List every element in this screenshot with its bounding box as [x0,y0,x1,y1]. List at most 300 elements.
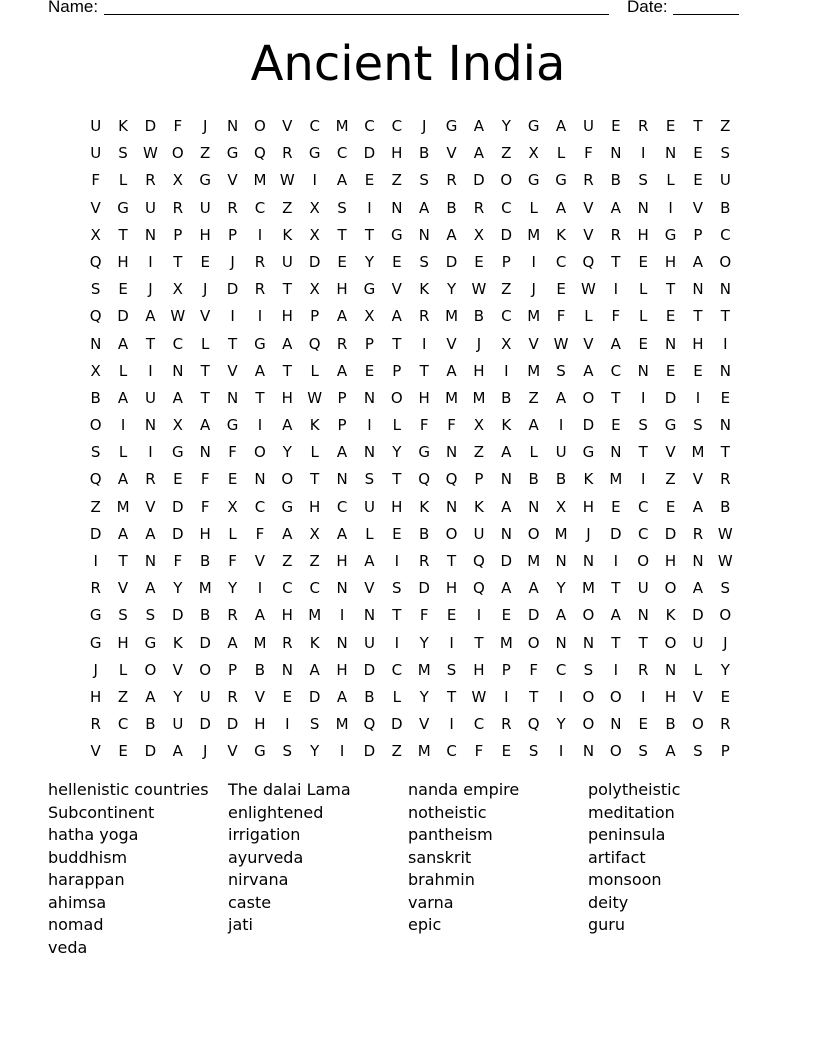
grid-letter: O [637,552,650,570]
grid-letter: M [335,715,349,734]
grid-letter: J [202,117,208,135]
grid-letter: C [309,579,320,598]
grid-letter: I [558,687,564,706]
grid-letter: A [555,388,567,407]
grid-letter: V [254,552,266,570]
grid-letter: A [254,606,266,625]
grid-letter: W [471,280,487,299]
grid-letter: O [500,171,513,190]
grid-letter: U [637,579,649,598]
grid-letter: N [582,742,595,761]
word-list-item: nomad [48,915,104,934]
grid-letter: I [394,633,400,652]
grid-letter: G [199,171,211,190]
grid-letter: F [611,307,621,326]
grid-letter: V [446,334,457,353]
grid-letter: M [609,470,623,489]
grid-letter: J [586,524,591,543]
grid-letter: D [199,633,211,652]
grid-letter: O [719,252,732,271]
grid-letter: E [227,470,238,489]
grid-letter: R [227,606,238,625]
grid-letter: G [582,443,595,462]
grid-letter: A [145,687,156,706]
grid-letter: N [719,361,731,380]
grid-letter: X [90,225,101,244]
grid-row [82,738,739,765]
grid-letter: I [613,552,619,570]
word-list-item: ahimsa [48,892,107,912]
grid-row [82,630,739,657]
grid-letter: Y [556,715,566,734]
grid-letter: X [528,144,539,163]
grid-letter: I [394,552,400,570]
grid-letter: I [504,687,509,706]
grid-letter: E [693,171,703,190]
grid-letter: P [310,307,320,326]
grid-letter: Z [309,552,320,570]
grid-row [82,358,739,385]
grid-letter: A [282,334,293,353]
grid-letter: L [392,416,401,435]
grid-letter: B [419,524,430,543]
grid-letter: V [583,334,594,353]
grid-letter: N [555,633,567,652]
grid-letter: R [282,633,293,652]
grid-letter: O [199,660,212,679]
grid-letter: D [172,524,184,543]
word-list-item: nirvana [228,870,289,889]
grid-letter: K [419,497,430,516]
grid-letter: A [145,579,156,598]
grid-letter: P [392,361,402,380]
grid-letter: F [228,552,237,570]
grid-letter: X [172,416,183,435]
grid-letter: N [664,334,677,353]
grid-letter: D [308,687,321,706]
grid-letter: O [254,443,266,462]
grid-letter: M [527,552,541,570]
grid-row [82,602,739,629]
grid-letter: X [309,198,320,217]
grid-letter: U [363,497,375,516]
grid-letter: N [172,361,184,380]
grid-letter: G [226,416,239,435]
grid-letter: A [555,606,567,625]
grid-row [82,684,739,711]
grid-letter: H [281,606,293,625]
grid-letter: Y [556,579,566,598]
grid-letter: P [173,225,183,244]
grid-letter: S [638,742,648,761]
grid-letter: T [392,334,402,353]
grid-letter: X [90,361,101,380]
grid-letter: X [364,307,375,326]
grid-letter: N [610,144,622,163]
grid-letter: S [309,715,320,734]
grid-letter: C [637,497,649,516]
grid-letter: A [254,361,266,380]
grid-letter: N [664,660,677,679]
grid-row [82,222,739,249]
word-list-item: sanskrit [408,847,472,867]
grid-letter: I [640,470,646,489]
grid-letter: A [336,307,348,326]
grid-letter: X [172,171,183,190]
grid-letter: O [445,524,458,543]
grid-letter: D [391,715,403,734]
grid-letter: S [556,361,566,380]
grid-letter: N [363,388,376,407]
grid-letter: Y [501,117,511,135]
grid-letter: T [611,579,621,598]
grid-letter: M [417,660,431,679]
grid-letter: X [501,334,512,353]
grid-letter: V [364,579,375,598]
grid-letter: G [117,198,129,217]
grid-letter: O [692,715,704,734]
grid-letter: Y [173,687,183,706]
grid-letter: H [309,497,321,516]
grid-row [82,466,739,493]
grid-letter: D [582,416,595,435]
grid-letter: P [474,470,484,489]
grid-letter: R [720,470,731,489]
grid-letter: N [281,660,293,679]
word-list-item: pantheism [408,825,493,844]
grid-letter: R [418,552,430,570]
grid-row [82,657,739,684]
grid-letter: L [639,280,648,299]
grid-letter: Z [282,552,293,570]
grid-letter: U [692,633,704,652]
grid-letter: V [172,660,183,679]
grid-row [82,385,739,412]
grid-letter: Y [446,280,457,299]
grid-letter: A [555,117,567,135]
grid-letter: T [392,470,402,489]
grid-letter: G [418,443,430,462]
grid-letter: V [90,742,101,761]
grid-letter: Z [473,443,485,462]
grid-letter: T [255,388,265,407]
grid-row [82,276,739,303]
grid-letter: I [339,742,345,761]
grid-letter: M [253,633,267,652]
grid-letter: T [310,470,320,489]
grid-letter: A [528,579,539,598]
grid-letter: E [693,144,703,163]
grid-letter: K [172,633,183,652]
grid-letter: G [391,225,403,244]
grid-letter: F [91,171,100,190]
grid-letter: T [118,552,128,570]
grid-letter: A [282,416,293,435]
grid-letter: C [610,361,622,380]
grid-letter: K [309,416,320,435]
grid-letter: P [337,388,347,407]
grid-row [82,575,739,602]
word-list-item: hatha yoga [48,825,139,844]
grid-letter: M [581,579,595,598]
grid-letter: V [227,742,238,761]
grid-letter: R [145,470,156,489]
grid-letter: D [172,606,184,625]
grid-letter: G [664,225,677,244]
grid-row [82,249,739,276]
grid-letter: D [308,252,321,271]
grid-letter: E [665,307,676,326]
grid-letter: Z [117,687,129,706]
grid-letter: I [421,334,427,353]
grid-letter: Z [501,144,512,163]
grid-letter: R [90,715,101,734]
grid-letter: A [473,117,485,135]
grid-letter: V [583,198,594,217]
grid-letter: I [695,388,701,407]
grid-letter: N [144,416,157,435]
grid-letter: S [118,606,128,625]
date-blank-line [673,14,739,15]
grid-letter: B [90,388,101,407]
grid-letter: T [419,361,429,380]
grid-letter: R [227,687,238,706]
grid-letter: V [227,361,238,380]
grid-letter: R [720,715,731,734]
grid-letter: I [148,361,153,380]
grid-letter: I [257,416,263,435]
grid-letter: T [364,225,375,244]
grid-letter: L [118,361,128,380]
grid-letter: M [472,388,486,407]
grid-letter: T [337,225,347,244]
grid-letter: A [473,144,485,163]
word-list-item: harappan [48,870,125,889]
grid-letter: S [337,198,347,217]
grid-letter: O [144,660,157,679]
grid-letter: I [257,307,263,326]
grid-letter: A [610,334,621,353]
grid-letter: D [418,579,430,598]
grid-letter: J [476,334,482,353]
grid-letter: G [172,443,184,462]
grid-letter: V [227,171,238,190]
grid-letter: C [336,144,348,163]
grid-letter: A [610,606,621,625]
grid-letter: N [445,443,458,462]
grid-letter: S [528,742,539,761]
grid-letter: K [118,117,128,135]
grid-letter: A [665,742,676,761]
grid-letter: T [282,361,292,380]
grid-letter: O [719,606,732,625]
grid-letter: O [89,416,102,435]
grid-letter: A [336,524,348,543]
grid-letter: V [446,144,457,163]
grid-letter: T [638,443,648,462]
grid-letter: I [531,252,536,271]
grid-letter: N [391,198,403,217]
grid-letter: P [364,334,374,353]
grid-letter: I [504,361,509,380]
grid-letter: Q [254,144,266,163]
grid-letter: Q [582,252,595,271]
grid-row [82,439,739,466]
grid-letter: H [637,225,649,244]
grid-letter: N [719,280,731,299]
grid-letter: Q [527,715,540,734]
grid-letter: X [309,280,320,299]
grid-letter: E [200,252,210,271]
grid-letter: O [281,470,294,489]
grid-letter: D [363,742,376,761]
grid-letter: M [554,524,568,543]
word-list-item: irrigation [228,825,301,844]
grid-letter: F [447,416,456,435]
grid-letter: G [363,280,376,299]
grid-letter: A [555,198,567,217]
grid-letter: U [199,198,211,217]
grid-letter: O [582,715,595,734]
grid-row [82,494,739,521]
grid-letter: F [173,552,183,570]
word-column [48,779,228,959]
grid-letter: N [144,552,157,570]
grid-letter: D [226,280,239,299]
grid-letter: H [117,633,129,652]
grid-letter: U [719,171,731,190]
grid-letter: G [254,742,266,761]
grid-letter: P [501,660,511,679]
grid-letter: V [117,579,129,598]
word-list-item: hellenistic countries [48,780,209,799]
grid-letter: L [310,443,319,462]
grid-letter: I [339,606,345,625]
grid-letter: D [473,171,485,190]
grid-letter: N [555,552,567,570]
name-blank-line [104,14,609,15]
grid-letter: V [692,687,704,706]
grid-letter: L [365,524,374,543]
grid-letter: H [199,225,211,244]
grid-letter: R [473,198,485,217]
grid-letter: N [692,280,704,299]
grid-letter: A [364,552,375,570]
grid-letter: S [419,171,429,190]
grid-letter: W [279,171,295,190]
grid-letter: H [473,660,485,679]
grid-letter: A [501,497,512,516]
grid-letter: V [419,715,430,734]
grid-letter: R [637,660,649,679]
grid-letter: V [200,307,211,326]
grid-letter: V [90,198,101,217]
grid-letter: B [720,497,731,516]
grid-letter: A [446,225,457,244]
grid-letter: Q [418,470,431,489]
grid-letter: A [391,307,402,326]
grid-letter: N [637,606,649,625]
grid-letter: K [665,606,676,625]
grid-letter: D [363,144,376,163]
grid-letter: A [692,497,704,516]
grid-letter: Q [363,715,376,734]
grid-letter: N [336,633,348,652]
grid-letter: I [723,334,728,353]
grid-letter: E [693,361,703,380]
grid-letter: N [500,470,512,489]
word-list-item: notheistic [408,802,487,822]
grid-letter: H [336,660,348,679]
grid-letter: T [474,633,484,652]
grid-letter: N [692,552,704,570]
grid-letter: G [445,117,458,135]
grid-letter: G [89,606,102,625]
grid-letter: R [172,198,184,217]
grid-letter: J [230,252,235,271]
grid-letter: N [445,497,458,516]
grid-letter: U [582,117,594,135]
grid-letter: H [664,552,677,570]
grid-letter: N [363,606,376,625]
grid-letter: E [720,687,731,706]
grid-letter: V [391,280,402,299]
grid-letter: X [473,416,485,435]
grid-letter: D [500,225,513,244]
grid-letter: Z [391,171,402,190]
grid-letter: M [527,225,541,244]
grid-letter: H [391,144,403,163]
grid-letter: I [476,606,482,625]
grid-letter: P [228,225,238,244]
grid-letter: D [199,715,211,734]
grid-letter: W [717,552,733,570]
grid-letter: M [527,361,541,380]
grid-letter: A [227,633,238,652]
grid-letter: D [172,497,184,516]
grid-letter: B [200,606,211,625]
grid-letter: L [639,307,648,326]
grid-letter: O [664,633,677,652]
grid-letter: A [583,361,594,380]
grid-letter: B [473,307,485,326]
word-list-item: brahmin [408,870,475,889]
grid-letter: R [446,171,457,190]
grid-letter: N [336,470,348,489]
grid-letter: S [90,443,101,462]
word-list-item: The dalai Lama [228,780,351,799]
grid-letter: H [664,687,677,706]
grid-letter: E [665,117,676,135]
grid-letter: I [148,252,153,271]
grid-letter: E [392,524,402,543]
word-list-item: buddhism [48,847,128,867]
word-list-item: caste [228,892,272,912]
grid-letter: R [145,171,156,190]
grid-letter: E [665,497,676,516]
grid-letter: N [582,552,595,570]
word-list-item: peninsula [588,825,666,844]
grid-letter: M [417,742,431,761]
grid-letter: O [609,742,622,761]
grid-letter: L [556,144,566,163]
grid-letter: V [254,687,266,706]
grid-letter: B [665,715,676,734]
grid-letter: L [693,660,703,679]
grid-letter: S [720,579,731,598]
grid-letter: B [364,687,375,706]
grid-letter: A [282,524,293,543]
